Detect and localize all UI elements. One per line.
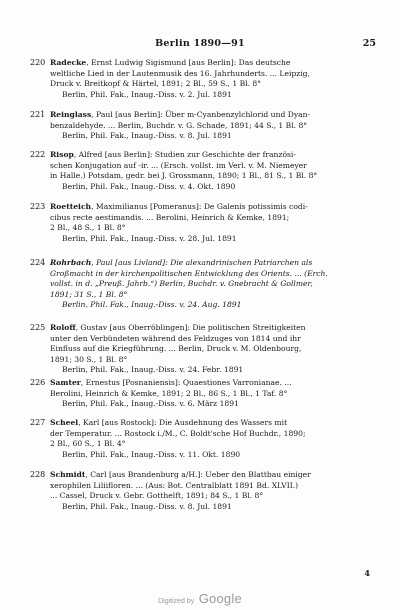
citation-line: Berolini, Heinrich & Kemke, 1891; 2 Bl., 86 S., 1 Bl., 1 Taf. 8° <box>50 388 288 398</box>
dissertation-note: Berlin, Phil. Fak., Inaug.-Diss. v. 2. Jul. 1891 <box>62 89 232 99</box>
entry-citation <box>50 110 372 142</box>
citation-line: Großmacht in der kirchenpolitischen Entwicklung des Orients. ... (Erch. <box>50 268 328 278</box>
entry-citation <box>50 58 372 100</box>
entry-number: 228 <box>30 470 46 479</box>
citation-line: 1891; 30 S., 1 Bl. 8° <box>50 354 128 364</box>
entry-citation <box>50 258 372 311</box>
citation-line: Druck v. Breitkopf & Härtel, 1891; 2 Bl., 59 S., 1 Bl. 8° <box>50 79 262 89</box>
citation-line: benzaldehyde. ... Berlin, Buchdr. v. G. Schade, 1891; 44 S., 1 Bl. 8° <box>50 120 308 130</box>
entry-citation <box>50 150 372 192</box>
citation-line: Roetteich, Maximilianus [Pomeranus]: De Galenis potissimis codi- <box>50 202 308 211</box>
entry-number: 223 <box>30 202 46 211</box>
citation-line: 2 Bl., 48 S., 1 Bl. 8° <box>50 223 126 233</box>
entry-citation <box>50 418 372 460</box>
author-surname: Schmidt <box>50 470 86 479</box>
entry-number: 227 <box>30 418 46 427</box>
citation-line: 1891; 31 S., 1 Bl. 8° <box>50 289 128 299</box>
citation-line: Scheel, Karl [aus Rostock]: Die Ausdehnung des Wassers mit <box>50 418 288 427</box>
citation-line: schen Konjugation auf -ir. ... (Ersch. vollst. im Verl. v. M. Niemeyer <box>50 160 307 170</box>
watermark-logo: Google <box>198 591 242 606</box>
citation-line: der Temperatur. ... Rostock i./M., C. Boldt'sche Hof Buchdr., 1890; <box>50 428 306 438</box>
entry-citation <box>50 323 372 376</box>
entry-number: 221 <box>30 110 46 119</box>
entry-number: 226 <box>30 378 46 387</box>
author-surname: Risop <box>50 150 74 159</box>
author-surname: Scheel <box>50 418 79 427</box>
citation-line: ... Cassel, Druck v. Gebr. Gotthelft, 1891; 84 S., 1 Bl. 8° <box>50 491 264 501</box>
citation-line: cibus recte aestimandis. ... Berolini, Heinrich & Kemke, 1891; <box>50 212 290 222</box>
entry-number: 224 <box>30 258 46 267</box>
citation-line: Schmidt, Carl [aus Brandenburg a/H.]: Ueber den Blattbau einiger <box>50 470 311 479</box>
entry-citation <box>50 378 372 410</box>
dissertation-note: Berlin, Phil. Fak., Inaug.-Diss. v. 28. Jul. 1891 <box>62 233 237 243</box>
citation-line: vollst. in d. „Preuß. Jahrb.“) Berlin, Buchdr. v. Gnebracht & Gollmer, <box>50 279 313 289</box>
entry-citation <box>50 202 372 244</box>
citation-line: Einfluss auf die Kriegführung. ... Berlin, Druck v. M. Oldenbourg, <box>50 344 302 354</box>
page-number: 25 <box>362 38 376 49</box>
author-surname: Roloff <box>50 323 76 332</box>
entry-number: 220 <box>30 58 46 67</box>
watermark-prefix: Digitized by <box>158 598 195 605</box>
digitization-watermark <box>0 590 400 608</box>
entry-number: 225 <box>30 323 46 332</box>
author-surname: Roetteich <box>50 202 92 211</box>
citation-line: weltliche Lied in der Lautenmusik des 16. Jahrhunderts. ... Leipzig, <box>50 68 310 78</box>
running-title: Berlin 1890—91 <box>155 38 245 49</box>
author-surname: Radecke <box>50 58 87 67</box>
dissertation-note: Berlin, Phil. Fak., Inaug.-Diss. v. 6. März 1891 <box>62 399 239 409</box>
signature-mark: 4 <box>364 568 370 578</box>
author-surname: Samter <box>50 378 81 387</box>
citation-line: Radecke, Ernst Ludwig Sigismund [aus Berlin]: Das deutsche <box>50 58 291 67</box>
entry-number: 222 <box>30 150 46 159</box>
dissertation-note: Berlin, Phil. Fak., Inaug.-Diss. v. 8. Jul. 1891 <box>62 501 232 511</box>
dissertation-note: Berlin, Phil. Fak., Inaug.-Diss. v. 11. Okt. 1890 <box>62 449 241 459</box>
citation-line: Roloff, Gustav [aus Oberröblingen]: Die politischen Streitigkeiten <box>50 323 306 332</box>
citation-line: Risop, Alfred [aus Berlin]: Studien zur Geschichte der französi- <box>50 150 296 159</box>
author-surname: Reinglass <box>50 110 92 119</box>
dissertation-note: Berlin, Phil. Fak., Inaug.-Diss. v. 8. Jul. 1891 <box>62 131 232 141</box>
dissertation-note: Berlin, Phil. Fak., Inaug.-Diss. v. 24. Aug. 1891 <box>62 300 242 310</box>
page-header <box>0 38 400 52</box>
citation-line: Samter, Ernestus [Posnaniensis]: Quaestiones Varronianae. ... <box>50 378 292 387</box>
citation-line: 2 Bl., 60 S., 1 Bl. 4° <box>50 439 126 449</box>
dissertation-note: Berlin, Phil. Fak., Inaug.-Diss. v. 4. Okt. 1890 <box>62 181 236 191</box>
citation-line: Reinglass, Paul [aus Berlin]: Über m-Cyanbenzylchlorid und Dyan- <box>50 110 311 119</box>
citation-line: Rohrbach, Paul [aus Livland]: Die alexandrinischen Patriarchen als <box>50 258 313 267</box>
citation-line: in Halle.) Potsdam, gedr. bei J. Grossmann, 1890; 1 Bl., 81 S., 1 Bl. 8° <box>50 171 318 181</box>
citation-line: unter den Verbündeten während des Feldzuges von 1814 und ihr <box>50 333 301 343</box>
citation-line: xerophilen Liliifloren. ... (Aus: Bot. Centralblatt 1891 Bd. XLVII.) <box>50 480 299 490</box>
author-surname: Rohrbach <box>50 258 92 267</box>
dissertation-note: Berlin, Phil. Fak., Inaug.-Diss. v. 24. Febr. 1891 <box>62 365 244 375</box>
entry-citation <box>50 470 372 512</box>
